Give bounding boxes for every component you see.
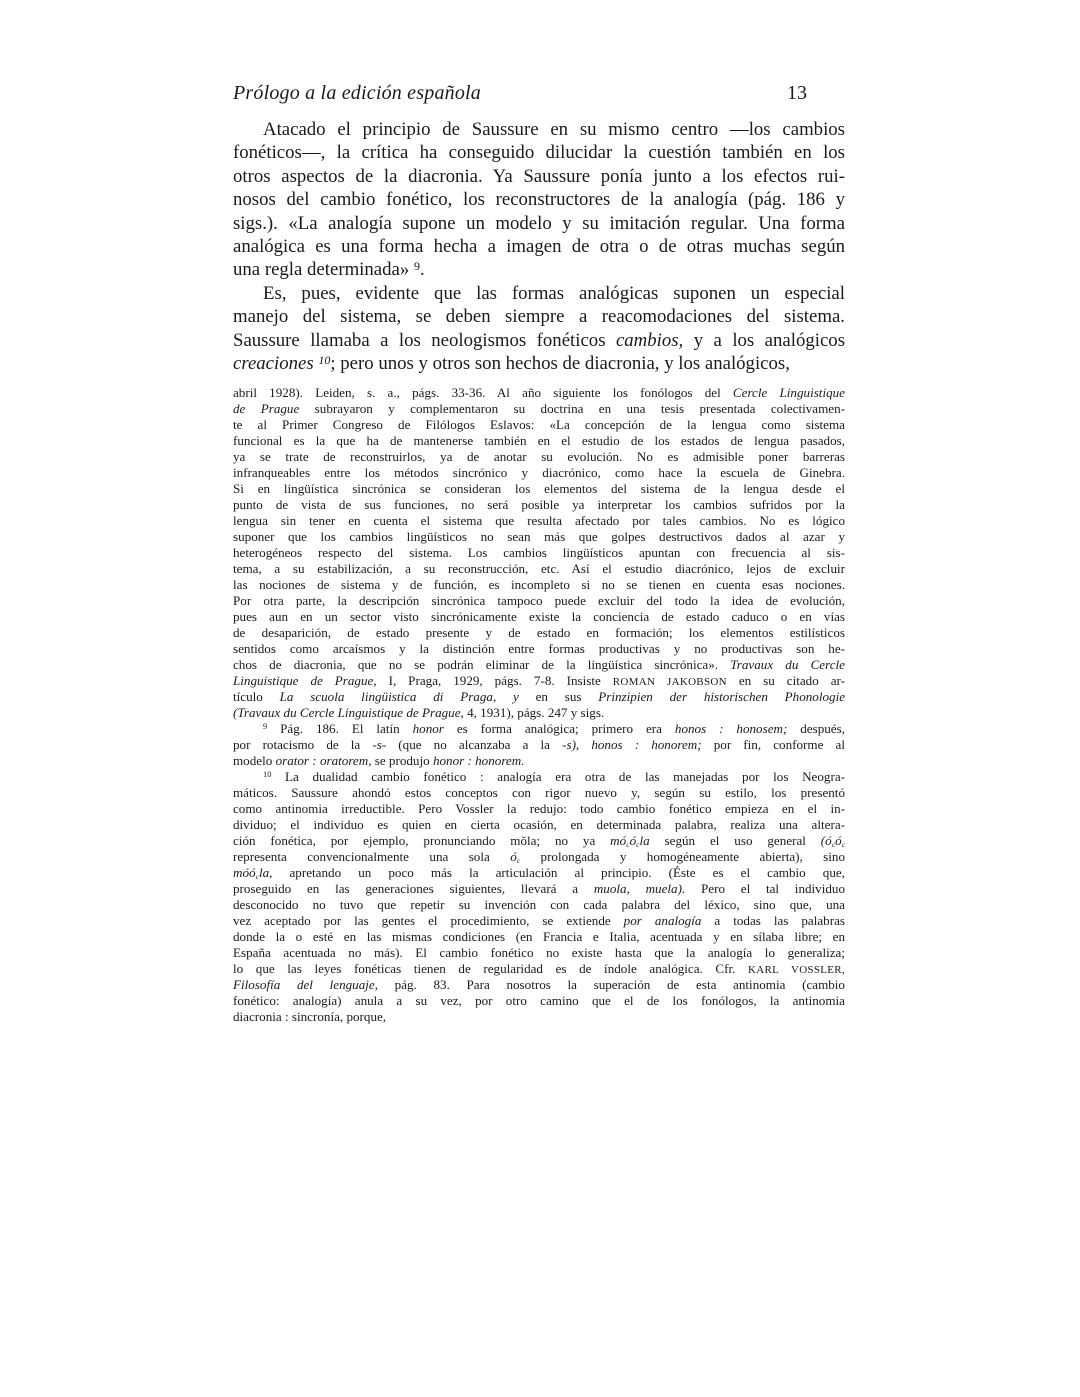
text-line: manejo del sistema, se deben siempre a reacomodaciones del sistema. <box>233 306 845 328</box>
text-line: España acentuada no más). El cambio fonético no existe hasta que la analogía lo generaliza; <box>233 945 845 960</box>
body-paragraph <box>233 282 845 376</box>
text-line: lengua sin tener en cuenta el sistema que resulta afectado por tales cambios. No es lógico <box>233 513 845 528</box>
text-line: las nociones de sistema y de función, es incompleto si no se tienen en cuenta esas nociones. <box>233 577 845 592</box>
text-line: $^9$ Pág. 186. El latín honor es forma analógica; primero era honos : honosem; después, <box>263 721 845 736</box>
text-line: nosos del cambio fonético, los reconstructores de la analogía (pág. 186 y <box>233 189 845 211</box>
text-line: de desaparición, de estado presente y de estado en formación; los elementos estilísticos <box>233 625 845 640</box>
text-line: infranqueables entre los métodos sincrónico y diacrónico, como hace la escuela de Ginebra. <box>233 465 845 480</box>
text-line: (Travaux du Cercle Linguistique de Prague, 4, 1931), págs. 247 y sigs. <box>233 705 605 720</box>
text-line: vez aceptado por las gentes el procedimiento, se extiende por analogía a todas las palabras <box>233 913 845 928</box>
text-line: fonético: analogía) anula a su vez, por otro camino que el de los fonólogos, la antinomia <box>233 993 845 1008</box>
text-line: punto de vista de sus funciones, no será posible ya interpretar los cambios sufridos por la <box>233 497 845 512</box>
footnote <box>233 769 845 1025</box>
text-line: ción fonética, por ejemplo, pronunciando mŏla; no ya $mó_có_cla$ según el uso general ($ó_có_c$ <box>233 833 845 849</box>
footnote <box>233 721 845 769</box>
text-line: tema, a su estabilización, a su reconstrucción, etc. Así el estudio diacrónico, lejos de excluir <box>233 561 845 576</box>
text-line: otros aspectos de la diacronia. Ya Saussure ponía junto a los efectos rui- <box>233 165 845 187</box>
text-line: móó$_c$la, apretando un poco más la articulación al principio. (Éste es el cambio que, <box>233 865 845 881</box>
text-line: suponer que los cambios lingüísticos no sean más que golpes destructivos dados al azar y <box>233 529 845 544</box>
text-line: abril 1928). Leiden, s. a., págs. 33-36. Al año siguiente los fonólogos del Cercle Linguistique <box>233 385 845 400</box>
text-line: dividuo; el individuo es quien en cierta ocasión, en determinada palabra, realiza una altera- <box>233 817 845 832</box>
text-line: lo que las leyes fonéticas tienen de regularidad es de índole analógica. Cfr. KARL VOSSLER, <box>233 961 845 976</box>
text-line: creaciones $^{10}$; pero unos y otros son hechos de diacronia, y los analógicos, <box>233 352 790 374</box>
running-title: Prólogo a la edición española <box>233 82 481 104</box>
text-line: Atacado el principio de Saussure en su mismo centro —los cambios <box>263 119 845 140</box>
text-line: máticos. Saussure ahondó estos conceptos con rigor nuevo y, según su estilo, los presentó <box>233 785 845 800</box>
text-line: te al Primer Congreso de Filólogos Eslavos: «La concepción de la lengua como sistema <box>233 417 845 432</box>
text-line: chos de diacronia, que no se podrán eliminar de la lingüística sincrónica». Travaux du Cercle <box>233 657 845 672</box>
text-line: tículo La scuola lingüistica di Praga, y en sus Prinzipien der historischen Phonologie <box>233 689 845 704</box>
text-line: desconocido no tuvo que repetir su invención con cada palabra del léxico, sino que, una <box>233 897 845 912</box>
footnote <box>233 385 845 721</box>
text-line: proseguido en las generaciones siguientes, llevará a muola, muela). Pero el tal individuo <box>233 881 845 896</box>
text-line: donde la o esté en las mismas condiciones (en Francia e Italia, acentuada y en sílaba libre; en <box>233 929 845 944</box>
text-line: modelo orator : oratorem, se produjo honor : honorem. <box>233 753 525 768</box>
text-line: Si en lingüística sincrónica se consideran los elementos del sistema de la lengua desde el <box>233 481 845 496</box>
footnotes <box>233 385 845 1025</box>
text-line: una regla determinada» $^9$. <box>233 258 425 281</box>
text-line: analógica es una forma hecha a imagen de otra o de otras muchas según <box>233 235 845 257</box>
text-line: Linguistique de Prague, I, Praga, 1929, págs. 7-8. Insiste ROMAN JAKOBSON en su citado ar- <box>233 673 845 688</box>
page-number: 13 <box>787 82 807 104</box>
text-line: Es, pues, evidente que las formas analógicas suponen un especial <box>263 282 845 304</box>
text-line: sigs.). «La analogía supone un modelo y su imitación regular. Una forma <box>233 212 845 234</box>
main-text <box>233 118 845 375</box>
text-line: Filosofía del lenguaje, pág. 83. Para nosotros la superación de esta antinomia (cambio <box>233 977 845 992</box>
text-line: de Prague subrayaron y complementaron su doctrina en una tesis presentada colectivamen- <box>233 401 845 416</box>
text-line: $^{10}$ La dualidad cambio fonético : analogía era otra de las manejadas por los Neogra- <box>263 769 845 784</box>
page-header <box>233 82 845 110</box>
text-line: Por otra parte, la descripción sincrónica tampoco puede excluir del todo la idea de evolución, <box>233 593 845 608</box>
body-paragraph <box>233 118 845 282</box>
text-line: heterogéneos respecto del sistema. Los cambios lingüísticos apuntan con frecuencia al sis- <box>233 545 845 560</box>
text-line: ya se trate de reconstruirlos, ya de anotar su evolución. No es admisible poner barreras <box>233 449 845 464</box>
text-line: fonéticos—, la crítica ha conseguido dilucidar la cuestión también en los <box>233 142 845 164</box>
text-line: funcional es la que ha de mantenerse también en el estudio de los estados de lengua pasados, <box>233 433 845 448</box>
text-line: diacronia : sincronía, porque, <box>233 1009 387 1024</box>
text-line: pues aun en un sector visto sincrónicamente existe la conciencia de estado caduco o en vías <box>233 609 845 624</box>
text-line: sentidos como arcaísmos y la distinción entre formas productivas y no productivas son he- <box>233 641 845 656</box>
text-line: por rotacismo de la -s- (que no alcanzaba a la -s), honos : honorem; por fin, conforme al <box>233 737 845 752</box>
text-line: Saussure llamaba a los neologismos fonéticos cambios, y a los analógicos <box>233 329 845 351</box>
text-line: como antinomia irreductible. Pero Vossler la redujo: todo cambio fonético empieza en el in- <box>233 801 845 816</box>
text-line: representa convencionalmente una sola $ó_c$ prolongada y homogéneamente abierta), sino <box>233 849 845 865</box>
